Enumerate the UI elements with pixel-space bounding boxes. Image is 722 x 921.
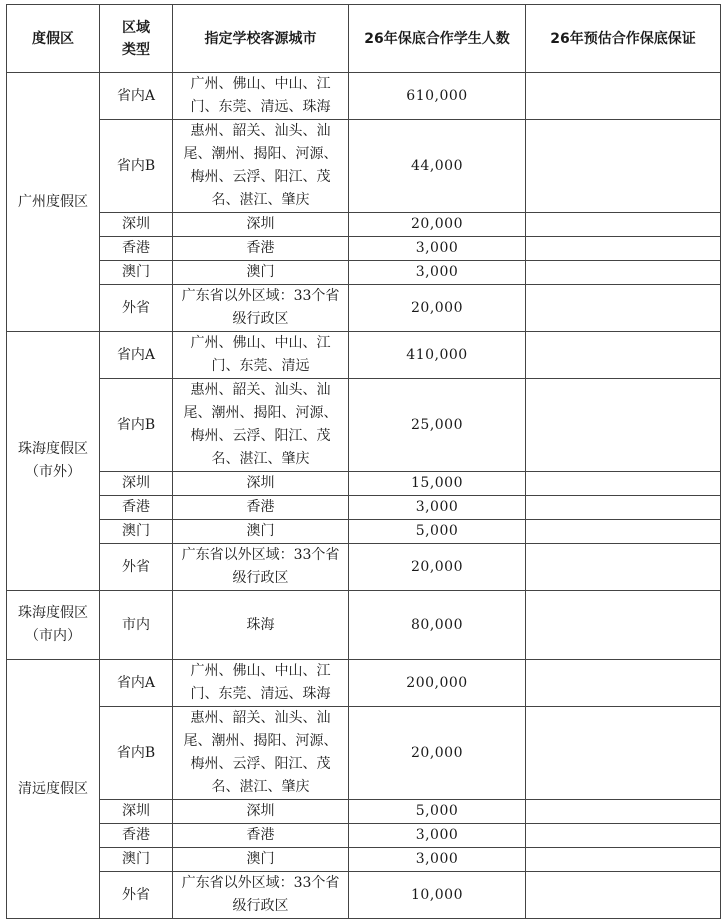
- min-students-cell: 3,000: [349, 496, 526, 520]
- region-type-cell: 省内B: [100, 379, 173, 472]
- source-cities-cell: 澳门: [173, 261, 349, 285]
- source-cities-cell: 深圳: [173, 472, 349, 496]
- guarantee-cell: [526, 472, 721, 496]
- table-row: [7, 379, 721, 472]
- region-type-cell: 外省: [100, 872, 173, 919]
- guarantee-cell: [526, 848, 721, 872]
- region-type-cell: 省内A: [100, 660, 173, 707]
- table-row: [7, 120, 721, 213]
- table-row: [7, 73, 721, 120]
- guarantee-cell: [526, 591, 721, 660]
- region-type-cell: 深圳: [100, 472, 173, 496]
- region-type-cell: 市内: [100, 591, 173, 660]
- source-cities-cell: 广东省以外区域：33个省级行政区: [173, 285, 349, 332]
- min-students-cell: 200,000: [349, 660, 526, 707]
- min-students-cell: 20,000: [349, 285, 526, 332]
- min-students-cell: 5,000: [349, 520, 526, 544]
- min-students-cell: 25,000: [349, 379, 526, 472]
- header-source-cities: 指定学校客源城市: [173, 5, 349, 73]
- source-cities-cell: 香港: [173, 824, 349, 848]
- region-type-cell: 省内A: [100, 73, 173, 120]
- source-cities-cell: 香港: [173, 496, 349, 520]
- min-students-cell: 20,000: [349, 544, 526, 591]
- region-type-cell: 省内B: [100, 120, 173, 213]
- guarantee-cell: [526, 213, 721, 237]
- region-type-cell: 澳门: [100, 520, 173, 544]
- table-row: [7, 872, 721, 919]
- min-students-cell: 5,000: [349, 800, 526, 824]
- min-students-cell: 3,000: [349, 261, 526, 285]
- guarantee-cell: [526, 332, 721, 379]
- resort-name-cell: 珠海度假区（市内）: [7, 591, 100, 660]
- guarantee-cell: [526, 120, 721, 213]
- table-row: [7, 800, 721, 824]
- region-type-cell: 深圳: [100, 213, 173, 237]
- header-guarantee: 26年预估合作保底保证: [526, 5, 721, 73]
- table-row: [7, 237, 721, 261]
- table-row: [7, 332, 721, 379]
- source-cities-cell: 深圳: [173, 800, 349, 824]
- region-type-cell: 省内A: [100, 332, 173, 379]
- min-students-cell: 44,000: [349, 120, 526, 213]
- table-row: [7, 707, 721, 800]
- source-cities-cell: 广东省以外区域：33个省级行政区: [173, 544, 349, 591]
- min-students-cell: 410,000: [349, 332, 526, 379]
- guarantee-cell: [526, 237, 721, 261]
- header-min-students: 26年保底合作学生人数: [349, 5, 526, 73]
- min-students-cell: 10,000: [349, 872, 526, 919]
- source-cities-cell: 澳门: [173, 520, 349, 544]
- region-type-cell: 香港: [100, 824, 173, 848]
- table-row: [7, 848, 721, 872]
- min-students-cell: 610,000: [349, 73, 526, 120]
- source-cities-cell: 广州、佛山、中山、江门、东莞、清远、珠海: [173, 660, 349, 707]
- region-type-cell: 外省: [100, 285, 173, 332]
- guarantee-cell: [526, 285, 721, 332]
- source-cities-cell: 惠州、韶关、汕头、汕尾、潮州、揭阳、河源、梅州、云浮、阳江、茂名、湛江、肇庆: [173, 707, 349, 800]
- table-row: [7, 660, 721, 707]
- table-row: [7, 544, 721, 591]
- min-students-cell: 3,000: [349, 824, 526, 848]
- table-body: [7, 73, 721, 919]
- guarantee-cell: [526, 800, 721, 824]
- guarantee-cell: [526, 872, 721, 919]
- table-row: [7, 496, 721, 520]
- source-cities-cell: 珠海: [173, 591, 349, 660]
- region-type-cell: 外省: [100, 544, 173, 591]
- table-row: [7, 824, 721, 848]
- guarantee-cell: [526, 73, 721, 120]
- guarantee-cell: [526, 707, 721, 800]
- table-row: [7, 261, 721, 285]
- table-row: [7, 520, 721, 544]
- min-students-cell: 80,000: [349, 591, 526, 660]
- header-resort: 度假区: [7, 5, 100, 73]
- min-students-cell: 20,000: [349, 213, 526, 237]
- guarantee-cell: [526, 660, 721, 707]
- table-row: [7, 591, 721, 660]
- source-cities-cell: 惠州、韶关、汕头、汕尾、潮州、揭阳、河源、梅州、云浮、阳江、茂名、湛江、肇庆: [173, 120, 349, 213]
- region-type-cell: 澳门: [100, 848, 173, 872]
- region-type-cell: 香港: [100, 496, 173, 520]
- resort-name-cell: 珠海度假区（市外）: [7, 332, 100, 591]
- min-students-cell: 20,000: [349, 707, 526, 800]
- region-type-cell: 香港: [100, 237, 173, 261]
- guarantee-cell: [526, 544, 721, 591]
- source-cities-cell: 惠州、韶关、汕头、汕尾、潮州、揭阳、河源、梅州、云浮、阳江、茂名、湛江、肇庆: [173, 379, 349, 472]
- region-type-cell: 澳门: [100, 261, 173, 285]
- region-type-cell: 深圳: [100, 800, 173, 824]
- source-cities-cell: 澳门: [173, 848, 349, 872]
- guarantee-cell: [526, 261, 721, 285]
- min-students-cell: 15,000: [349, 472, 526, 496]
- table-row: [7, 472, 721, 496]
- guarantee-cell: [526, 824, 721, 848]
- guarantee-cell: [526, 496, 721, 520]
- source-cities-cell: 香港: [173, 237, 349, 261]
- region-type-cell: 省内B: [100, 707, 173, 800]
- resort-name-cell: 清远度假区: [7, 660, 100, 919]
- table-row: [7, 213, 721, 237]
- header-row: [7, 5, 721, 73]
- source-cities-cell: 广州、佛山、中山、江门、东莞、清远: [173, 332, 349, 379]
- resort-name-cell: 广州度假区: [7, 73, 100, 332]
- guarantee-cell: [526, 379, 721, 472]
- header-region-type: 区域类型: [100, 5, 173, 73]
- source-cities-cell: 广州、佛山、中山、江门、东莞、清远、珠海: [173, 73, 349, 120]
- min-students-cell: 3,000: [349, 848, 526, 872]
- resort-student-table: [6, 4, 721, 919]
- min-students-cell: 3,000: [349, 237, 526, 261]
- source-cities-cell: 深圳: [173, 213, 349, 237]
- source-cities-cell: 广东省以外区域：33个省级行政区: [173, 872, 349, 919]
- table-row: [7, 285, 721, 332]
- guarantee-cell: [526, 520, 721, 544]
